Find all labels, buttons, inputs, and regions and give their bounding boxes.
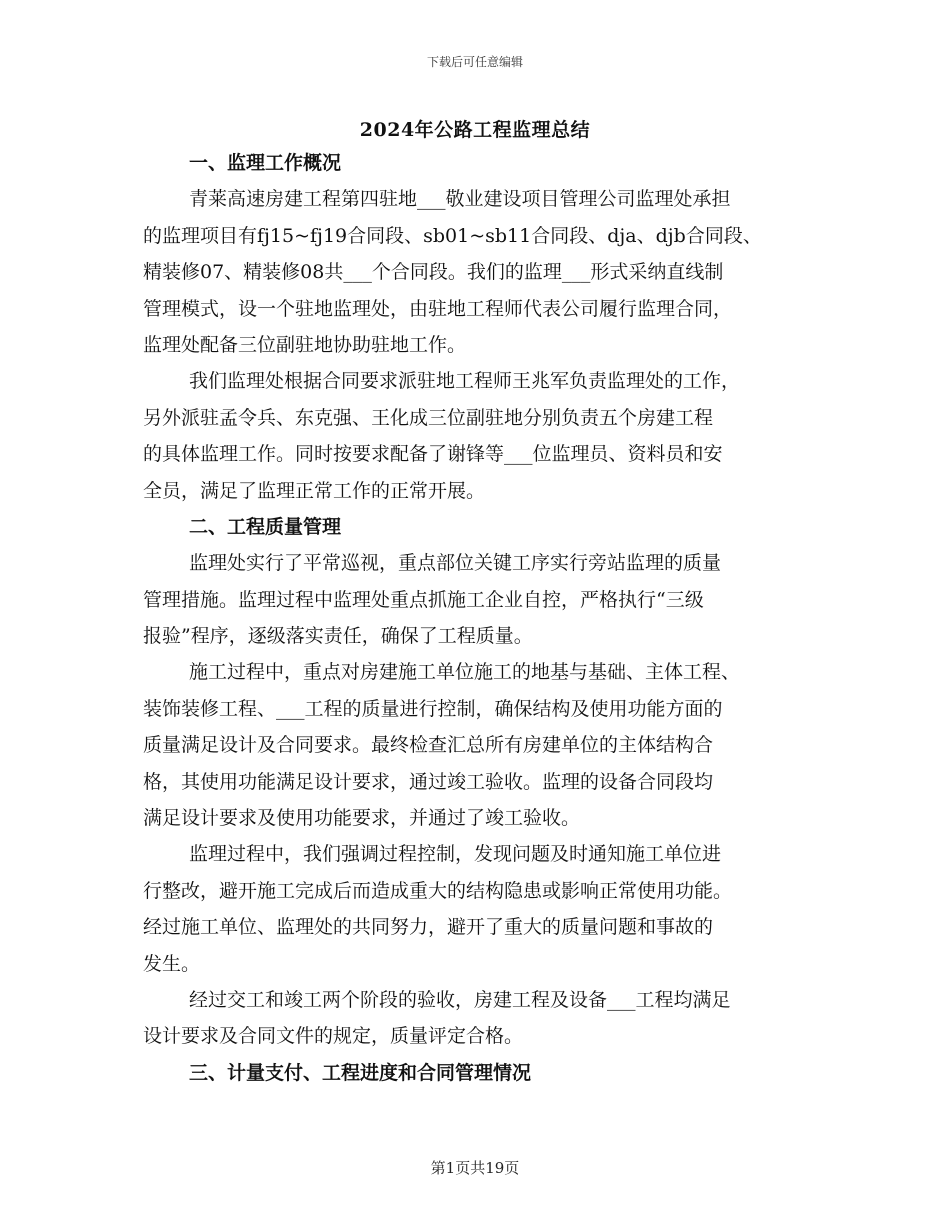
paragraph-line: 经过交工和竣工两个阶段的验收，房建工程及设备___工程均满足 — [189, 988, 731, 1011]
paragraph-line: 设计要求及合同文件的规定，质量评定合格。 — [143, 1025, 524, 1048]
paragraph-line: 另外派驻孟令兵、东克强、王化成三位副驻地分别负责五个房建工程 — [143, 406, 714, 429]
paragraph-line: 经过施工单位、监理处的共同努力，避开了重大的质量问题和事故的 — [143, 916, 714, 939]
paragraph-line: 的监理项目有fj15~fj19合同段、sb01~sb11合同段、dja、djb合同段、 — [143, 224, 762, 247]
paragraph-line: 我们监理处根据合同要求派驻地工程师王兆军负责监理处的工作， — [189, 370, 741, 393]
paragraph-line: 质量满足设计及合同要求。最终检查汇总所有房建单位的主体结构合 — [143, 734, 714, 757]
paragraph-line: 管理模式，设一个驻地监理处，由驻地工程师代表公司履行监理合同， — [143, 297, 733, 320]
paragraph-line: 的具体监理工作。同时按要求配备了谢锋等___位监理员、资料员和安 — [143, 443, 723, 466]
paragraph-line: 装饰装修工程、___工程的质量进行控制，确保结构及使用功能方面的 — [143, 697, 723, 720]
section-heading: 二、工程质量管理 — [189, 515, 342, 538]
page-header-note: 下载后可任意编辑 — [426, 55, 523, 69]
paragraph-line: 全员，满足了监理正常工作的正常开展。 — [143, 479, 486, 502]
paragraph-line: 满足设计要求及使用功能要求，并通过了竣工验收。 — [143, 807, 581, 830]
paragraph-line: 行整改，避开施工完成后而造成重大的结构隐患或影响正常使用功能。 — [143, 879, 733, 902]
paragraph-line: 监理处配备三位副驻地协助驻地工作。 — [143, 333, 467, 356]
paragraph-line: 青莱高速房建工程第四驻地___敬业建设项目管理公司监理处承担 — [189, 188, 731, 211]
paragraph-line: 监理过程中，我们强调过程控制，发现问题及时通知施工单位进 — [189, 843, 722, 866]
page-number: 第1页共19页 — [430, 1159, 520, 1177]
paragraph-line: 施工过程中，重点对房建施工单位施工的地基与基础、主体工程、 — [189, 661, 741, 684]
document-body — [143, 145, 811, 1091]
paragraph-line: 精装修07、精装修08共___个合同段。我们的监理___形式采纳直线制 — [143, 261, 724, 284]
paragraph-line: 监理处实行了平常巡视，重点部位关键工序实行旁站监理的质量 — [189, 552, 722, 575]
paragraph-line: 格，其使用功能满足设计要求，通过竣工验收。监理的设备合同段均 — [143, 770, 714, 793]
paragraph-line: 发生。 — [143, 952, 201, 975]
document-title: 2024年公路工程监理总结 — [359, 119, 591, 141]
section-heading: 三、计量支付、工程进度和合同管理情况 — [189, 1061, 532, 1084]
section-heading: 一、监理工作概况 — [189, 152, 342, 174]
paragraph-line: 管理措施。监理过程中监理处重点抓施工企业自控，严格执行“三级 — [143, 588, 704, 611]
paragraph-line: 报验”程序，逐级落实责任，确保了工程质量。 — [143, 625, 533, 648]
